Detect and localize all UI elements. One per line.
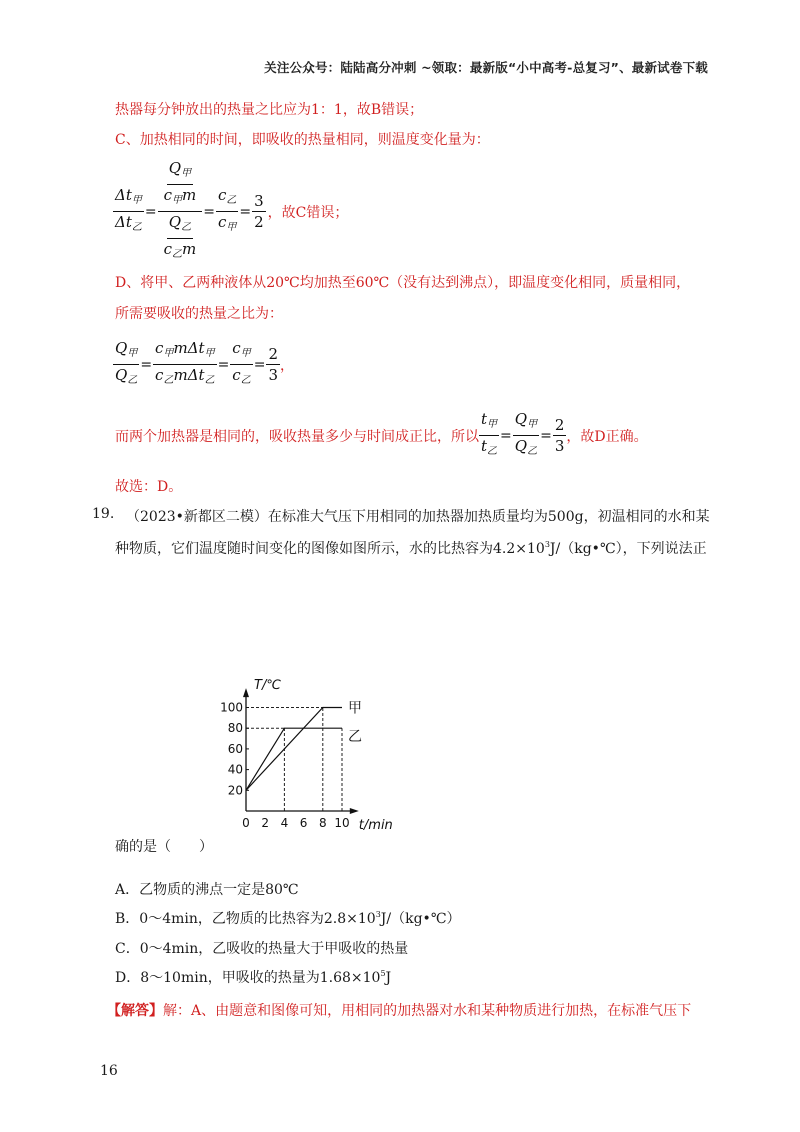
y-axis-label: T/℃ (254, 678, 281, 693)
series-line-1 (246, 728, 342, 790)
y-tick-label-4: 100 (220, 700, 243, 715)
solution-line-d-intro2: 所需要吸收的热量之比为： (115, 306, 283, 322)
solution-line-d-conclusion: 而两个加热器是相同的，吸收热量多少与时间成正比，所以 $\frac{t_甲}{t_乙}$ = $\frac{Q_甲}{Q_乙}$ = $\frac{2}{3}$ ，故D正确。 (115, 409, 648, 462)
option-c: C．0～4min，乙吸收的热量大于甲吸收的热量 (115, 941, 409, 957)
y-tick-label-1: 40 (227, 762, 243, 777)
formula-c: $\frac{\Delta t_甲}{\Delta t_乙}$ = $\frac{\frac{Q_甲}{c_甲m}}{\frac{Q_乙}{c_乙m}}$ = $\frac{c_乙}{c_甲}$ = $\frac{3}{2}$ ，故C错误； (113, 158, 348, 265)
option-a: A．乙物质的沸点一定是80℃ (115, 882, 299, 898)
x-axis-label: t/min (358, 818, 393, 833)
option-d: D．8～10min，甲吸收的热量为$1.68\times 10^5J$ (115, 969, 392, 986)
frac-q-ratio-2: $\frac{Q_甲}{Q_乙}$ (514, 410, 538, 457)
frac-2-3: $\frac{2}{3}$ (268, 345, 278, 384)
series-line-0 (246, 708, 342, 791)
question-number: 19. (92, 506, 115, 522)
frac-2-3-b: $\frac{2}{3}$ (554, 416, 565, 455)
question-line3: 确的是（ ） (115, 839, 213, 855)
x-tick-label-3: 6 (299, 816, 308, 830)
solution-line-c-intro: C、加热相同的时间，即吸收的热量相同，则温度变化量为： (115, 132, 490, 148)
solution-line-d-intro1: D、将甲、乙两种液体从20℃均加热至60℃（没有达到沸点），即温度变化相同，质量相同， (115, 275, 691, 291)
y-tick-label-3: 80 (227, 721, 243, 736)
x-tick-label-5: 10 (334, 816, 350, 830)
question-line1: （2023•新都区二模）在标准大气压下用相同的加热器加热质量均为500g，初温相同的水和某 (126, 509, 710, 525)
frac-t-ratio: $\frac{t_甲}{t_乙}$ (481, 410, 498, 457)
y-axis-arrow (243, 688, 249, 697)
frac-cm-dt: $\frac{c_甲m\Delta t_甲}{c_乙m\Delta t_乙}$ (155, 339, 215, 386)
frac-3-2: $\frac{3}{2}$ (254, 192, 264, 231)
frac-delta-t: $\frac{\Delta t_甲}{\Delta t_乙}$ (115, 186, 142, 233)
y-tick-label-0: 20 (227, 783, 243, 798)
frac-c-ratio: $\frac{c_乙}{c_甲}$ (217, 186, 237, 233)
series-label-0: 甲 (348, 700, 362, 717)
x-tick-label-2: 4 (280, 816, 289, 830)
y-tick-label-2: 60 (227, 741, 243, 756)
solution-line-b: 热器每分钟放出的热量之比应为1：1，故B错误； (115, 102, 424, 118)
x-tick-label-1: 2 (261, 816, 270, 830)
page-number: 16 (100, 1063, 118, 1079)
option-b: B．0～4min，乙物质的比热容为$2.8\times 10^3J/(kg•℃)$ (115, 910, 461, 927)
frac-compound: $\frac{\frac{Q_甲}{c_甲m}}{\frac{Q_乙}{c_乙m}}$ (158, 158, 203, 265)
page-header: 关注公众号：陆陆高分冲刺 ~领取：最新版“小中高考-总复习”、最新试卷下载 (264, 60, 708, 75)
formula-d: $\frac{Q_甲}{Q_乙}$ = $\frac{c_甲m\Delta t_甲}{c_乙m\Delta t_乙}$ = $\frac{c_甲}{c_乙}$ = $\frac{2}{3}$ ， (113, 338, 294, 391)
series-label-1: 乙 (348, 729, 362, 746)
frac-c-ratio-2: $\frac{c_甲}{c_乙}$ (232, 339, 251, 386)
answer-line: 【解答】解：A、由题意和图像可知，用相同的加热器对水和某种物质进行加热，在标准气压下 (107, 1003, 692, 1019)
solution-choice: 故选：D。 (115, 479, 183, 495)
frac-q-ratio: $\frac{Q_甲}{Q_乙}$ (115, 339, 138, 386)
x-tick-label-0: 0 (242, 816, 250, 830)
x-tick-label-4: 8 (318, 816, 327, 830)
temperature-time-chart (220, 675, 415, 840)
x-axis-arrow (350, 808, 359, 814)
question-line2: 种物质，它们温度随时间变化的图像如图所示，水的比热容为$4.2\times 10^3J/(kg•℃)$，下列说法正 (115, 540, 707, 557)
